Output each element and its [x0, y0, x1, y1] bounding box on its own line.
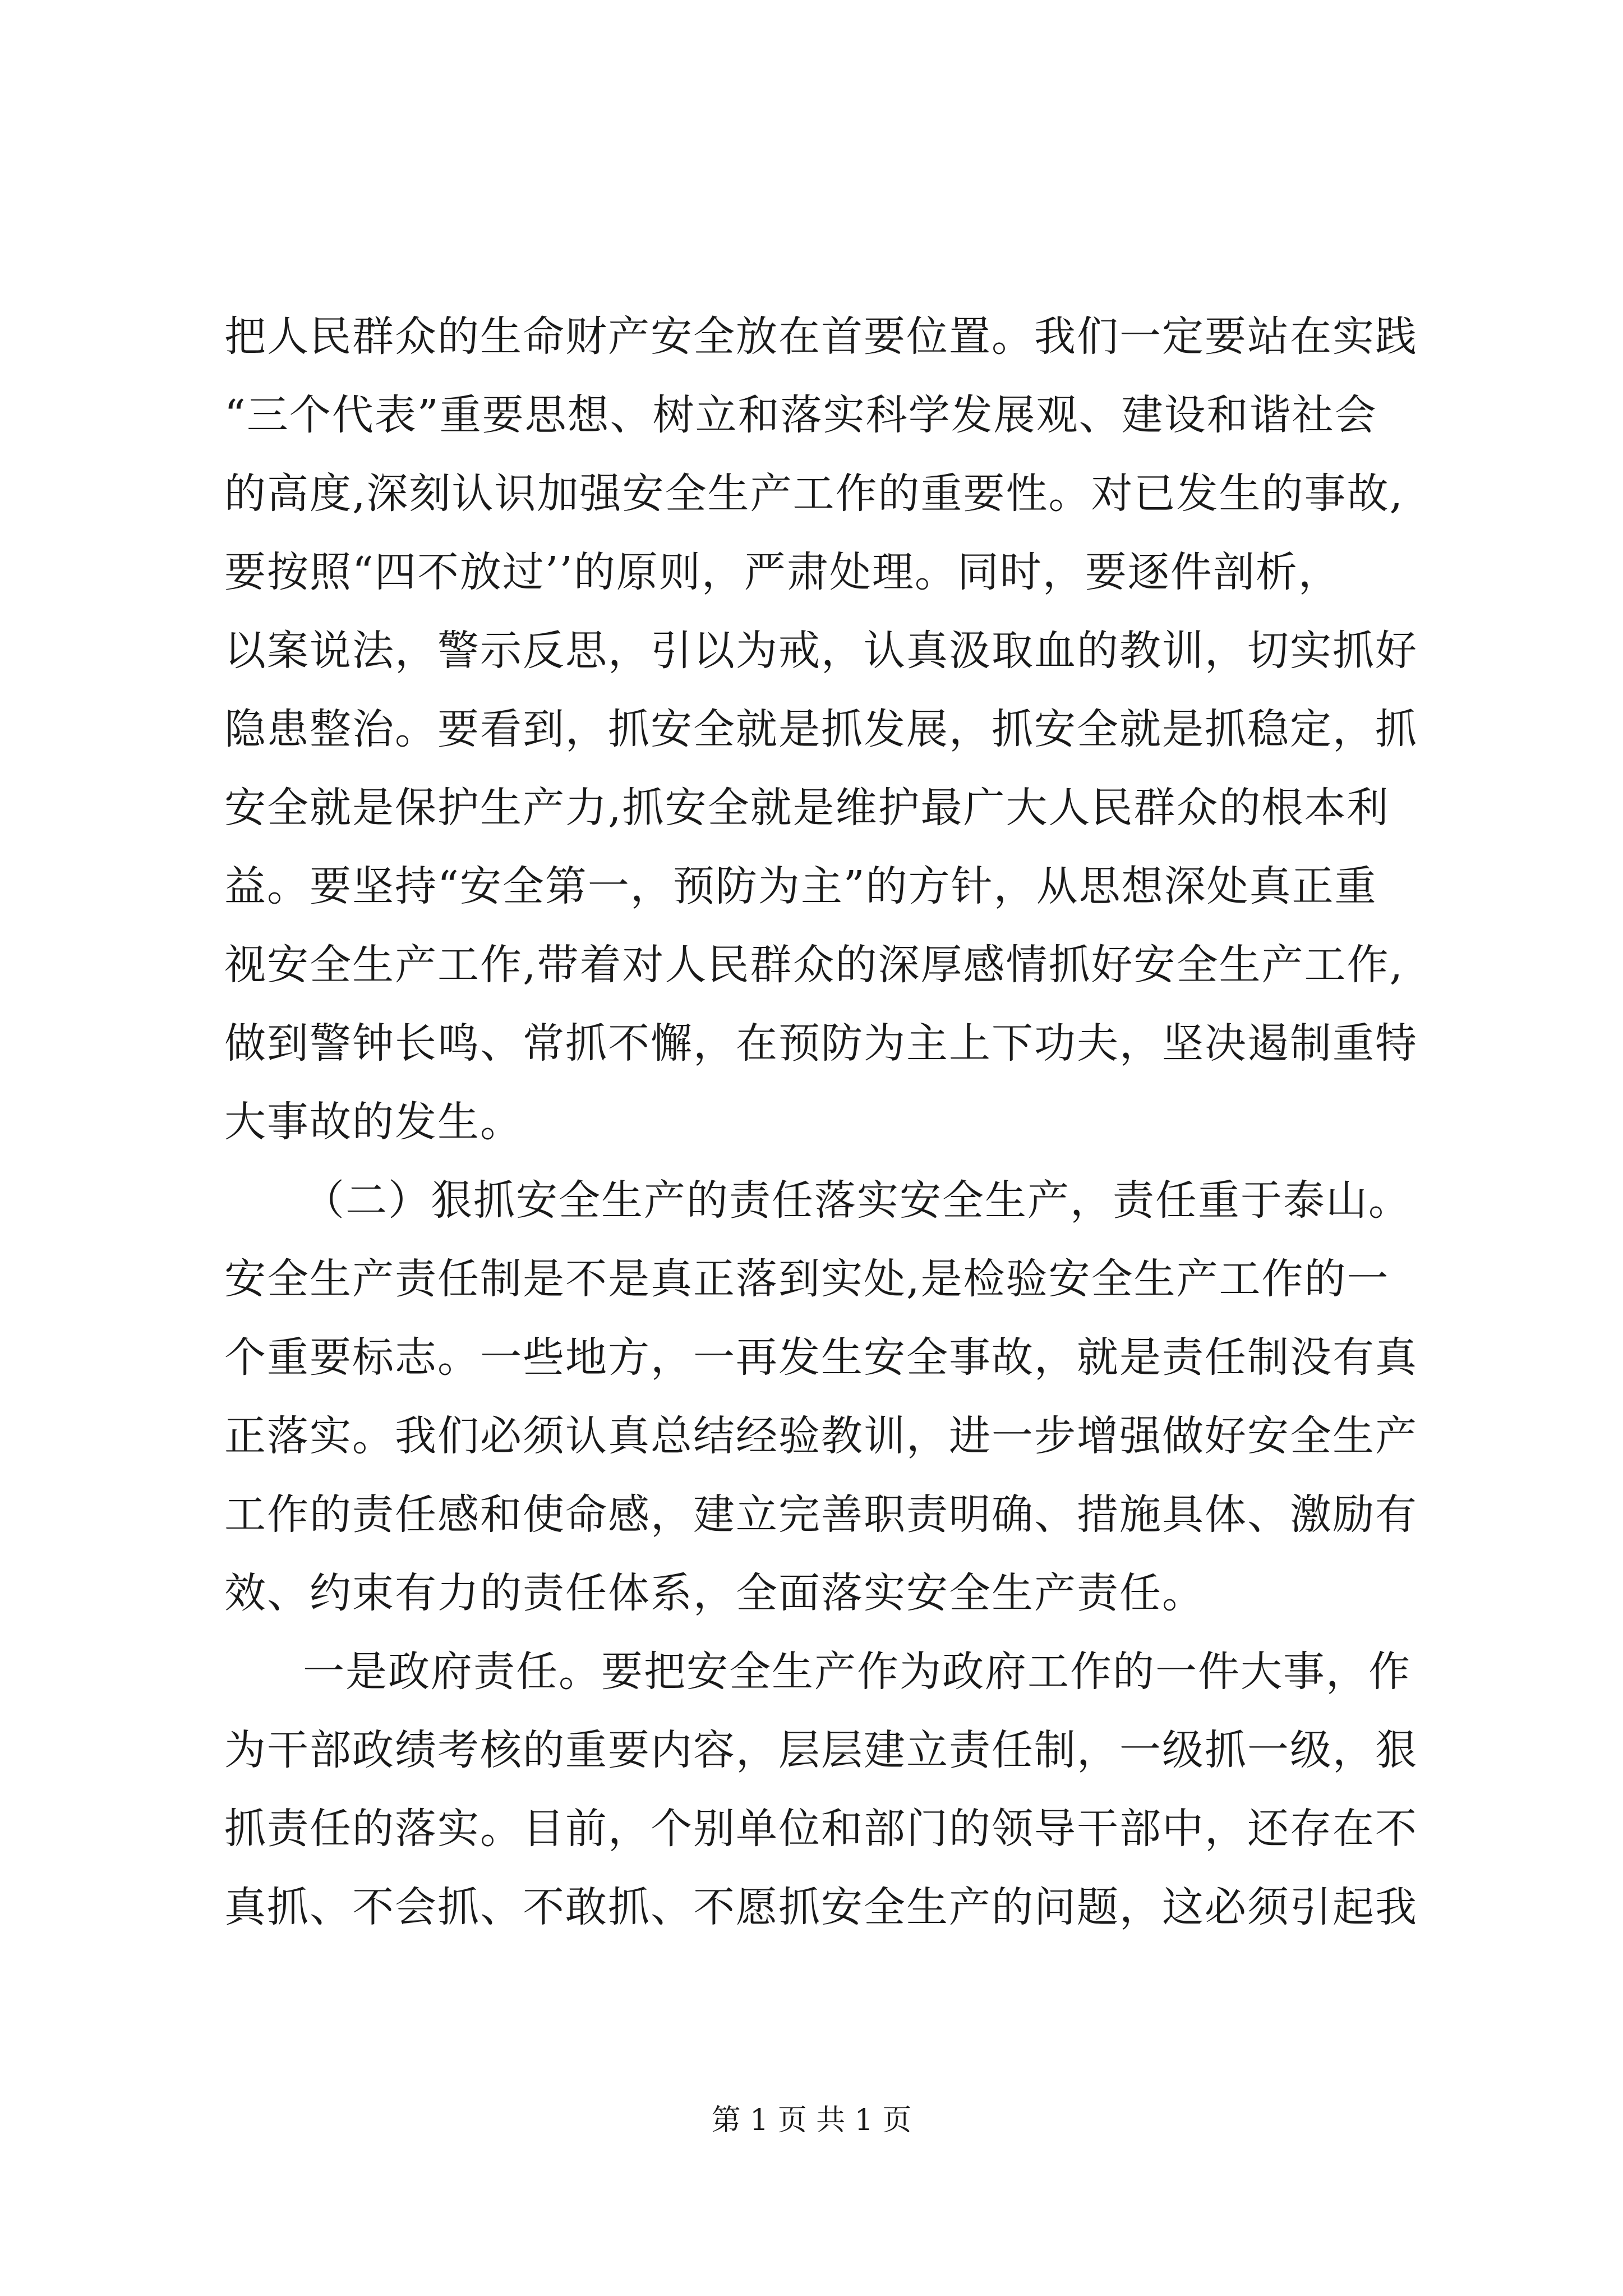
text-line: 为干部政绩考核的重要内容，层层建立责任制，一级抓一级，狠	[224, 1726, 1418, 1774]
text-line: 视安全生产工作,带着对人民群众的深厚感情抓好安全生产工作,	[224, 941, 1404, 989]
page-footer: 第 1 页 共 1 页	[711, 2104, 912, 2137]
text-line: 以案说法，警示反思，引以为戒，认真汲取血的教训，切实抓好	[224, 627, 1418, 675]
text-line: 工作的责任感和使命感，建立完善职责明确、措施具体、激励有	[224, 1490, 1418, 1539]
text-line: 安全生产责任制是不是真正落到实处,是检验安全生产工作的一	[224, 1255, 1390, 1303]
text-line: 效、约束有力的责任体系，全面落实安全生产责任。	[224, 1569, 1205, 1617]
text-line: “三个代表”重要思想、树立和落实科学发展观、建设和谐社会	[224, 391, 1377, 439]
text-line: 把人民群众的生命财产安全放在首要位置。我们一定要站在实践	[224, 312, 1418, 361]
text-line: 安全就是保护生产力,抓安全就是维护最广大人民群众的根本利	[224, 784, 1390, 832]
text-line: 做到警钟长鸣、常抓不懈，在预防为主上下功夫，坚决遏制重特	[224, 1019, 1418, 1068]
text-line: 抓责任的落实。目前，个别单位和部门的领导干部中，还存在不	[224, 1805, 1418, 1853]
text-line: 真抓、不会抓、不敢抓、不愿抓安全生产的问题，这必须引起我	[224, 1883, 1418, 1931]
text-line: 正落实。我们必须认真总结经验教训，进一步增强做好安全生产	[224, 1412, 1418, 1460]
text-line: 隐患整治。要看到，抓安全就是抓发展，抓安全就是抓稳定，抓	[224, 705, 1418, 753]
text-line: 益。要坚持“安全第一，预防为主”的方针，从思想深处真正重	[224, 862, 1377, 910]
section-heading-line: （二）狠抓安全生产的责任落实安全生产，责任重于泰山。	[303, 1176, 1411, 1225]
text-line: 的高度,深刻认识加强安全生产工作的重要性。对已发生的事故,	[224, 470, 1404, 518]
text-line: 大事故的发生。	[224, 1098, 523, 1146]
text-line: 要按照“四不放过’’的原则，严肃处理。同时，要逐件剖析，	[224, 548, 1341, 596]
paragraph-start-line: 一是政府责任。要把安全生产作为政府工作的一件大事，作	[303, 1648, 1411, 1696]
text-line: 个重要标志。一些地方，一再发生安全事故，就是责任制没有真	[224, 1333, 1418, 1382]
